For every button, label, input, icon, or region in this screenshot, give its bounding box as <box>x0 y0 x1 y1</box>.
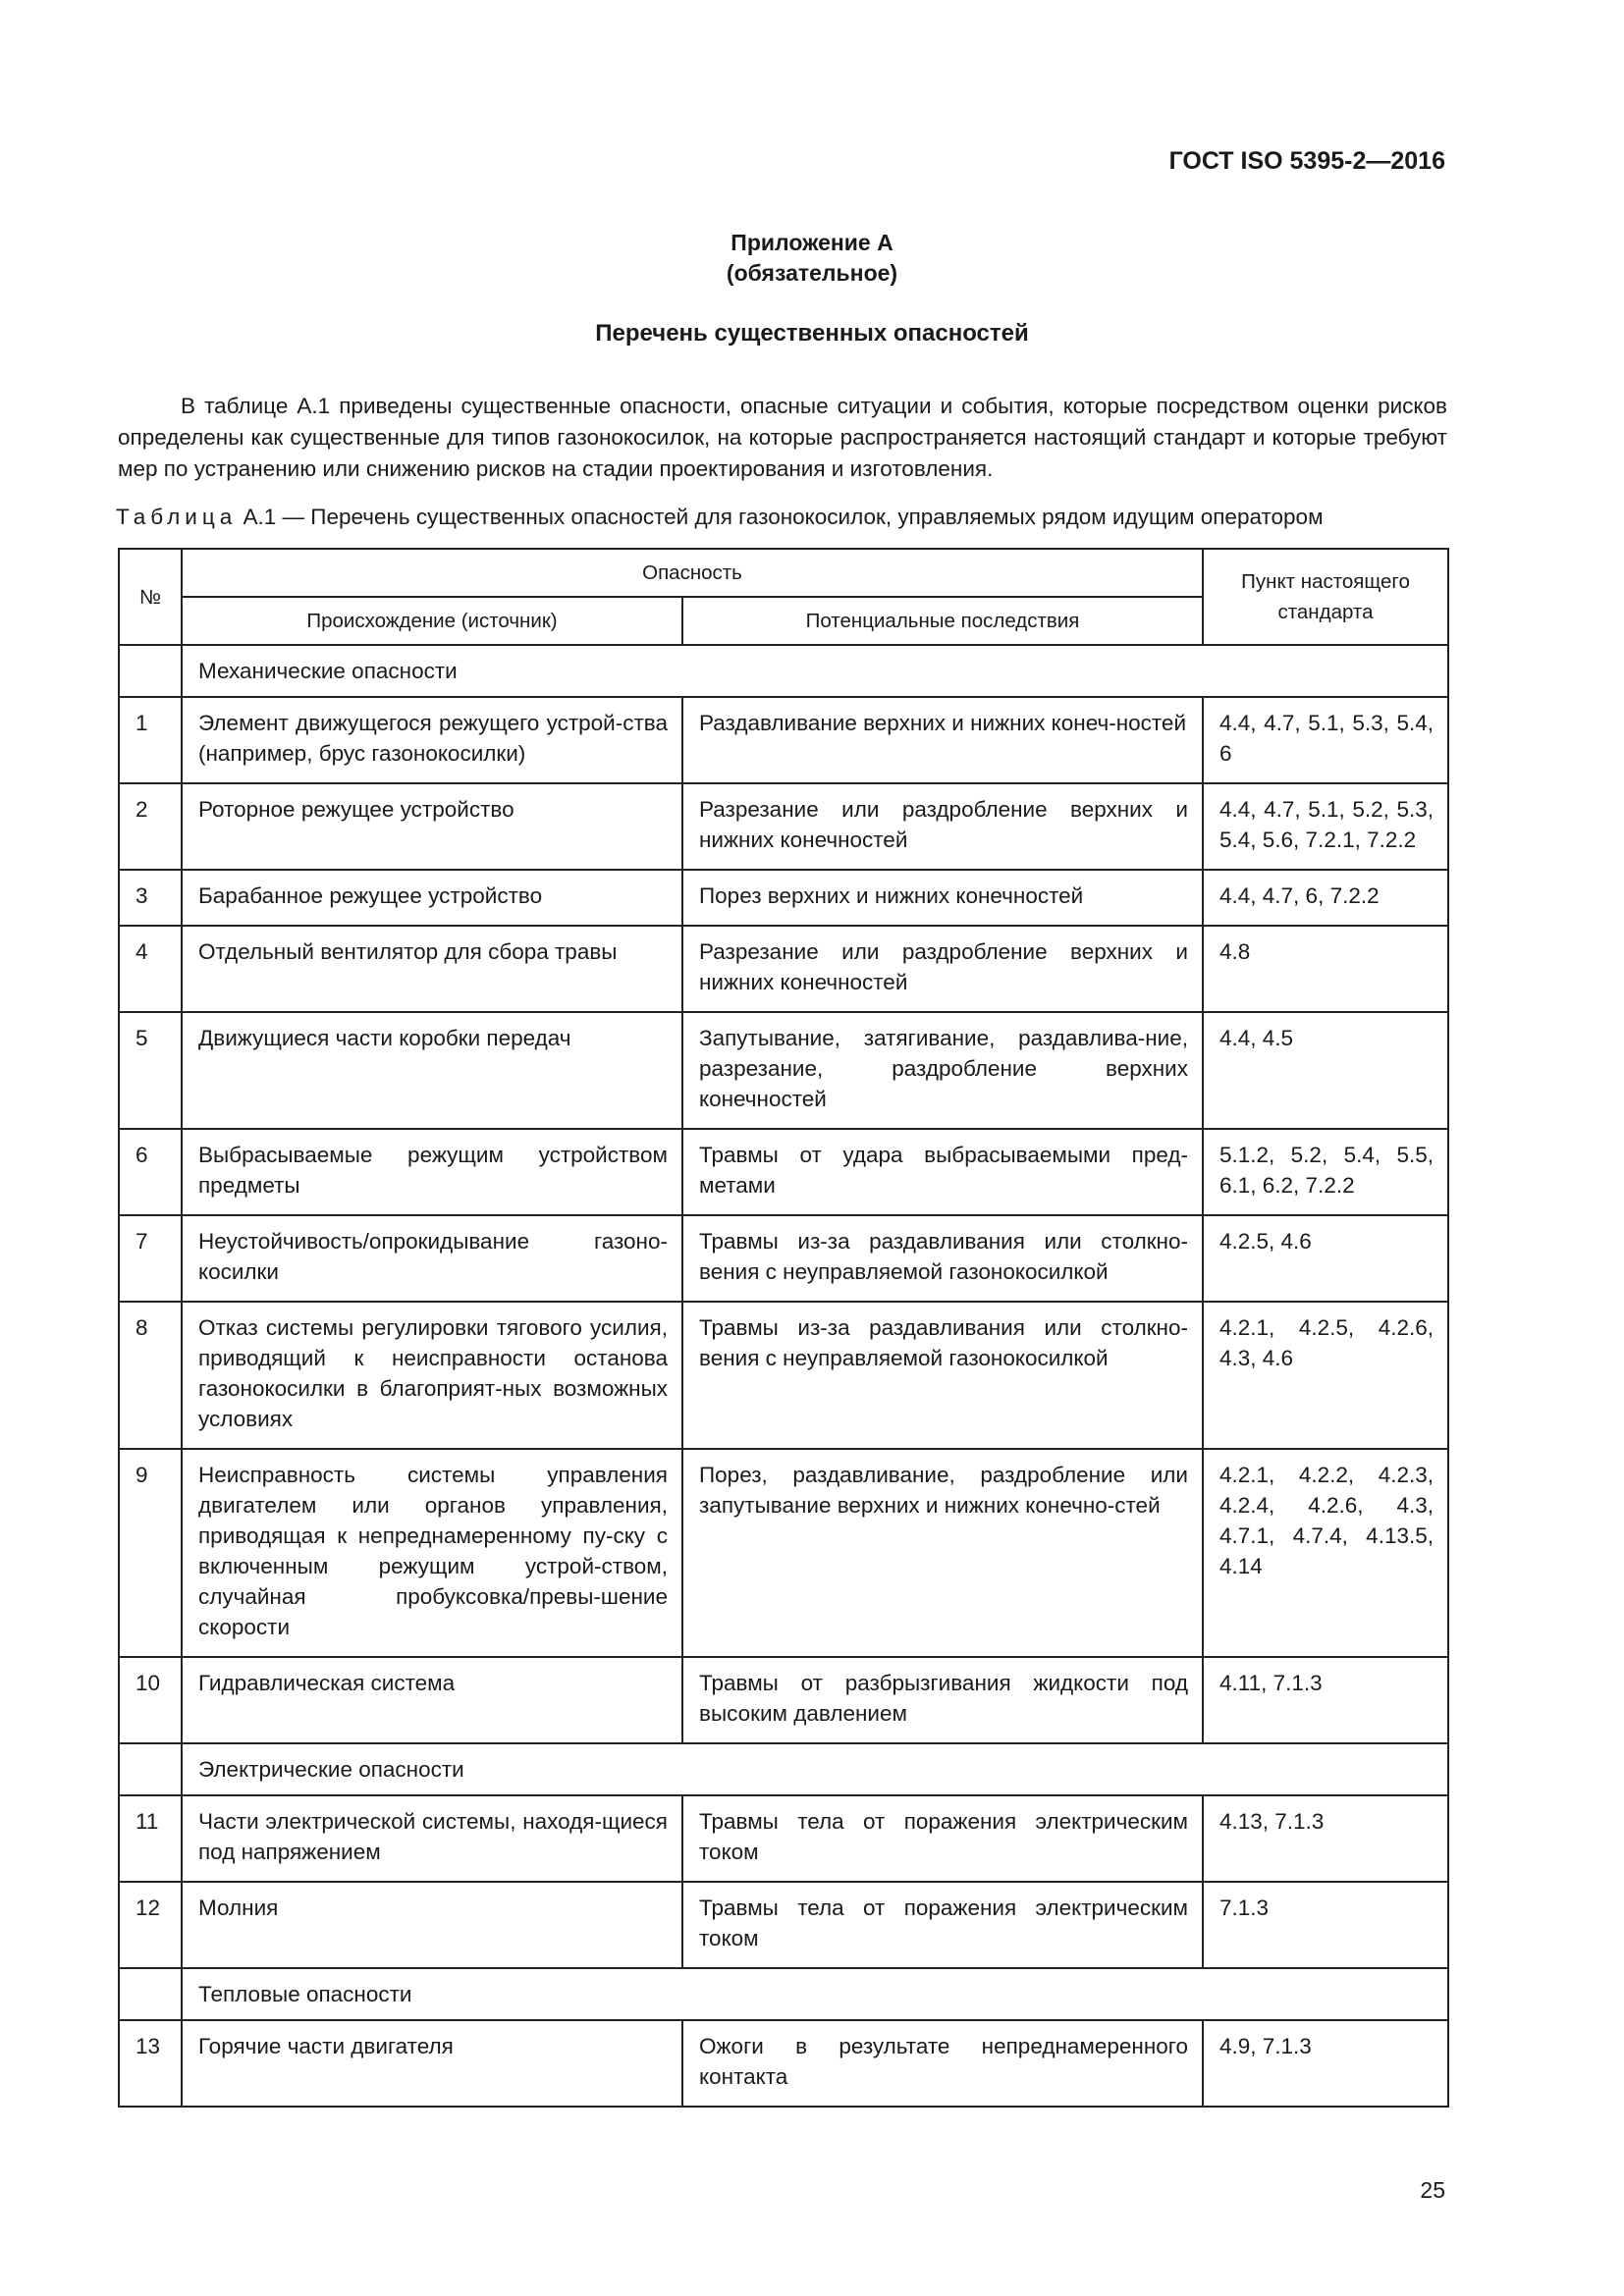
group-title: Электрические опасности <box>182 1743 1448 1795</box>
header-clause: Пункт настоящего стандарта <box>1203 549 1448 645</box>
table-row <box>119 1302 1448 1449</box>
header-hazard: Опасность <box>182 549 1203 597</box>
table-header <box>119 549 1448 645</box>
section-title: Перечень существенных опасностей <box>595 320 1029 347</box>
row-num: 6 <box>119 1129 182 1215</box>
row-consequences: Травмы от удара выбрасываемыми пред-метами <box>682 1129 1203 1215</box>
row-num: 11 <box>119 1795 182 1882</box>
row-num: 10 <box>119 1657 182 1743</box>
table-body <box>119 645 1448 2107</box>
group-title: Тепловые опасности <box>182 1968 1448 2020</box>
row-origin: Отказ системы регулировки тягового усилия, приводящий к неисправности останова газонокосилки в благоприят-ных возможных условиях <box>182 1302 682 1449</box>
annex-heading <box>0 228 1624 289</box>
row-consequences: Раздавливание верхних и нижних конеч-ностей <box>682 697 1203 783</box>
table-row <box>119 1215 1448 1302</box>
group-row <box>119 645 1448 697</box>
row-consequences: Травмы из-за раздавливания или столкно-вения с неуправляемой газонокосилкой <box>682 1302 1203 1449</box>
row-origin: Барабанное режущее устройство <box>182 870 682 926</box>
table-caption-number: А.1 <box>237 505 277 529</box>
hazards-table <box>118 548 1449 2108</box>
row-consequences: Порез верхних и нижних конечностей <box>682 870 1203 926</box>
row-clause: 4.2.5, 4.6 <box>1203 1215 1448 1302</box>
row-num: 13 <box>119 2020 182 2107</box>
row-clause: 4.13, 7.1.3 <box>1203 1795 1448 1882</box>
row-num: 2 <box>119 783 182 870</box>
row-consequences: Травмы из-за раздавливания или столкно-вения с неуправляемой газонокосилкой <box>682 1215 1203 1302</box>
row-origin: Гидравлическая система <box>182 1657 682 1743</box>
group-num-cell <box>119 1968 182 2020</box>
row-consequences: Разрезание или раздробление верхних и нижних конечностей <box>682 783 1203 870</box>
table-row <box>119 1657 1448 1743</box>
row-clause: 5.1.2, 5.2, 5.4, 5.5, 6.1, 6.2, 7.2.2 <box>1203 1129 1448 1215</box>
table-row <box>119 1129 1448 1215</box>
table-caption-label: Таблица <box>116 505 238 529</box>
row-clause: 4.4, 4.7, 5.1, 5.3, 5.4, 6 <box>1203 697 1448 783</box>
standard-code: ГОСТ ISO 5395-2—2016 <box>1168 147 1445 175</box>
table-row <box>119 1795 1448 1882</box>
table-caption <box>116 505 1451 530</box>
header-num: № <box>119 549 182 645</box>
page-number: 25 <box>1420 2177 1445 2203</box>
row-num: 5 <box>119 1012 182 1129</box>
table-row <box>119 2020 1448 2107</box>
row-clause: 4.2.1, 4.2.2, 4.2.3, 4.2.4, 4.2.6, 4.3, 4.7.1, 4.7.4, 4.13.5, 4.14 <box>1203 1449 1448 1657</box>
row-clause: 4.4, 4.7, 5.1, 5.2, 5.3, 5.4, 5.6, 7.2.1, 7.2.2 <box>1203 783 1448 870</box>
table-row <box>119 870 1448 926</box>
row-consequences: Травмы тела от поражения электрическим током <box>682 1882 1203 1968</box>
table-row <box>119 697 1448 783</box>
row-consequences: Запутывание, затягивание, раздавлива-ние, разрезание, раздробление верхних конечностей <box>682 1012 1203 1129</box>
row-clause: 4.8 <box>1203 926 1448 1012</box>
row-clause: 4.4, 4.5 <box>1203 1012 1448 1129</box>
table-row <box>119 1012 1448 1129</box>
row-clause: 7.1.3 <box>1203 1882 1448 1968</box>
group-num-cell <box>119 645 182 697</box>
row-num: 1 <box>119 697 182 783</box>
row-num: 8 <box>119 1302 182 1449</box>
table-row <box>119 926 1448 1012</box>
row-consequences: Разрезание или раздробление верхних и нижних конечностей <box>682 926 1203 1012</box>
row-origin: Горячие части двигателя <box>182 2020 682 2107</box>
group-row <box>119 1968 1448 2020</box>
row-num: 12 <box>119 1882 182 1968</box>
row-clause: 4.4, 4.7, 6, 7.2.2 <box>1203 870 1448 926</box>
row-consequences: Травмы от разбрызгивания жидкости под высоким давлением <box>682 1657 1203 1743</box>
table-row <box>119 1449 1448 1657</box>
row-clause: 4.9, 7.1.3 <box>1203 2020 1448 2107</box>
row-origin: Молния <box>182 1882 682 1968</box>
group-row <box>119 1743 1448 1795</box>
row-origin: Части электрической системы, находя-щиеся под напряжением <box>182 1795 682 1882</box>
row-num: 7 <box>119 1215 182 1302</box>
header-consequences: Потенциальные последствия <box>682 597 1203 645</box>
row-origin: Неисправность системы управления двигателем или органов управления, приводящая к непреднамеренному пу-ску с включенным режущим устрой-ством, случайная пробуксовка/превы-шение скорости <box>182 1449 682 1657</box>
annex-status: (обязательное) <box>726 260 898 286</box>
row-consequences: Ожоги в результате непреднамеренного контакта <box>682 2020 1203 2107</box>
row-consequences: Травмы тела от поражения электрическим током <box>682 1795 1203 1882</box>
row-clause: 4.11, 7.1.3 <box>1203 1657 1448 1743</box>
row-origin: Движущиеся части коробки передач <box>182 1012 682 1129</box>
row-clause: 4.2.1, 4.2.5, 4.2.6, 4.3, 4.6 <box>1203 1302 1448 1449</box>
row-origin: Элемент движущегося режущего устрой-ства (например, брус газонокосилки) <box>182 697 682 783</box>
group-num-cell <box>119 1743 182 1795</box>
group-title: Механические опасности <box>182 645 1448 697</box>
row-num: 4 <box>119 926 182 1012</box>
row-origin: Неустойчивость/опрокидывание газоно-косилки <box>182 1215 682 1302</box>
row-num: 9 <box>119 1449 182 1657</box>
table-row <box>119 1882 1448 1968</box>
row-origin: Выбрасываемые режущим устройством предметы <box>182 1129 682 1215</box>
row-origin: Отдельный вентилятор для сбора травы <box>182 926 682 1012</box>
row-origin: Роторное режущее устройство <box>182 783 682 870</box>
annex-title: Приложение А <box>731 230 893 255</box>
table-caption-text: — Перечень существенных опасностей для газонокосилок, управляемых рядом идущим оператором <box>276 505 1324 529</box>
header-origin: Происхождение (источник) <box>182 597 682 645</box>
intro-paragraph: В таблице А.1 приведены существенные опасности, опасные ситуации и события, которые посредством оценки рисков определены как существенные для типов газонокосилок, на которые распространяется настоящий стандарт и которые требуют мер по устранению или снижению рисков на стадии проектирования и изготовления. <box>118 394 1447 481</box>
table-row <box>119 783 1448 870</box>
row-consequences: Порез, раздавливание, раздробление или запутывание верхних и нижних конечно-стей <box>682 1449 1203 1657</box>
row-num: 3 <box>119 870 182 926</box>
